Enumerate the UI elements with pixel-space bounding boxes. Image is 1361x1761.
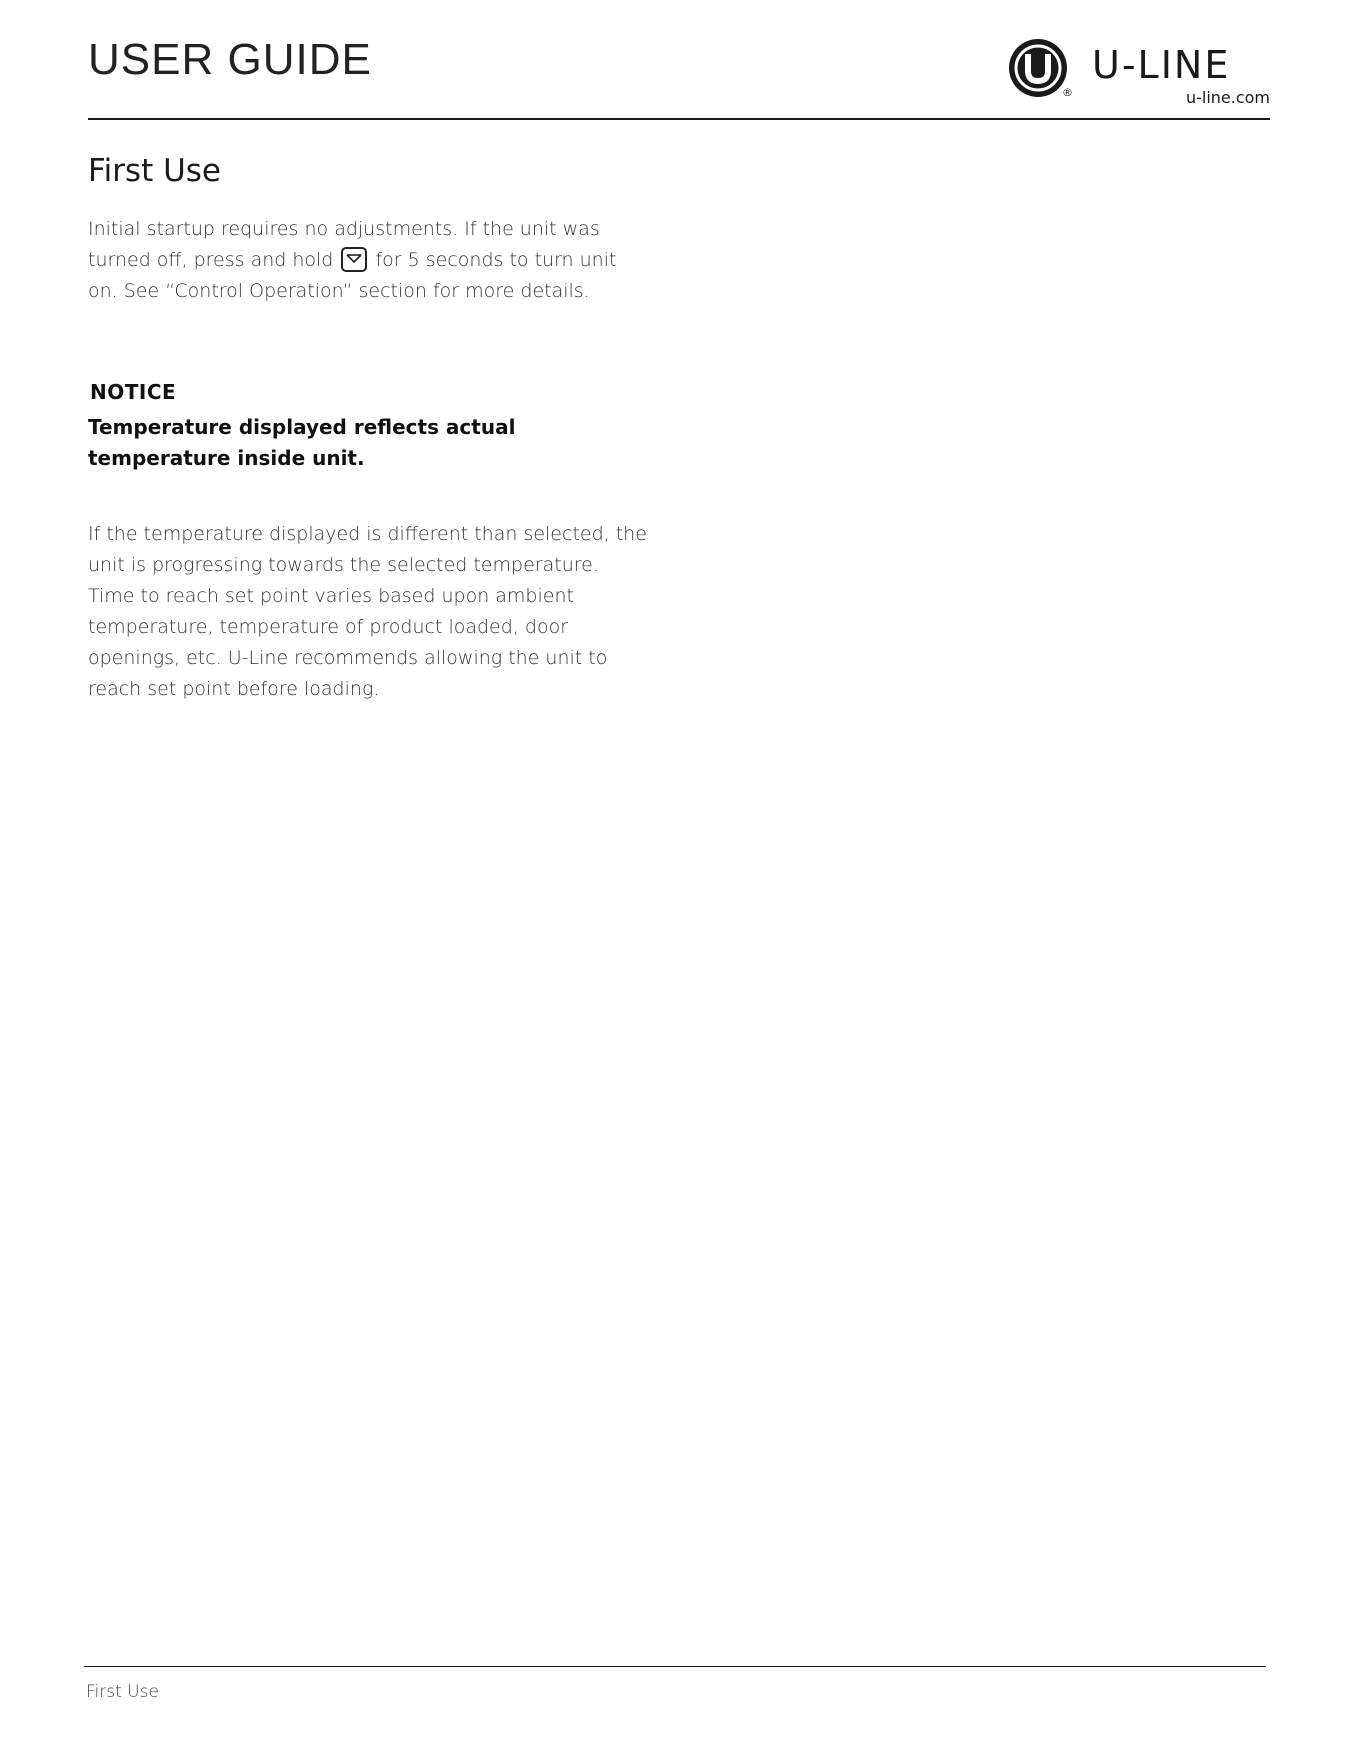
brand-logo — [1008, 38, 1270, 108]
intro-text-after: for 5 seconds to turn unit on. See “Control Operation” section for more details. — [88, 249, 617, 302]
logo-wordmark: U-LINE — [1092, 43, 1231, 87]
body-paragraph: If the temperature displayed is different than selected, the unit is progressing towards the selected temperature. Time to reach set point varies based upon ambient temperature, temperature of product loaded, door openings, etc. U-Line recommends allowing the unit to reach set point before loading. — [88, 523, 647, 700]
section-heading: First Use — [88, 153, 222, 189]
header-divider — [88, 118, 1270, 120]
down-arrow-button-icon — [341, 247, 367, 272]
u-line-logo-icon — [1008, 38, 1068, 98]
page-title: USER GUIDE — [88, 35, 372, 84]
registered-mark: ® — [1062, 86, 1073, 99]
footer-divider — [84, 1666, 1266, 1667]
notice-body: Temperature displayed reflects actual temperature inside unit. — [88, 415, 516, 470]
intro-text-before: Initial startup requires no adjustments. If the unit was turned off, press and hold — [88, 218, 600, 271]
notice-label: NOTICE — [90, 380, 177, 404]
intro-paragraph — [88, 214, 648, 307]
footer-section-label: First Use — [86, 1682, 159, 1702]
website-url: u-line.com — [1185, 88, 1270, 107]
